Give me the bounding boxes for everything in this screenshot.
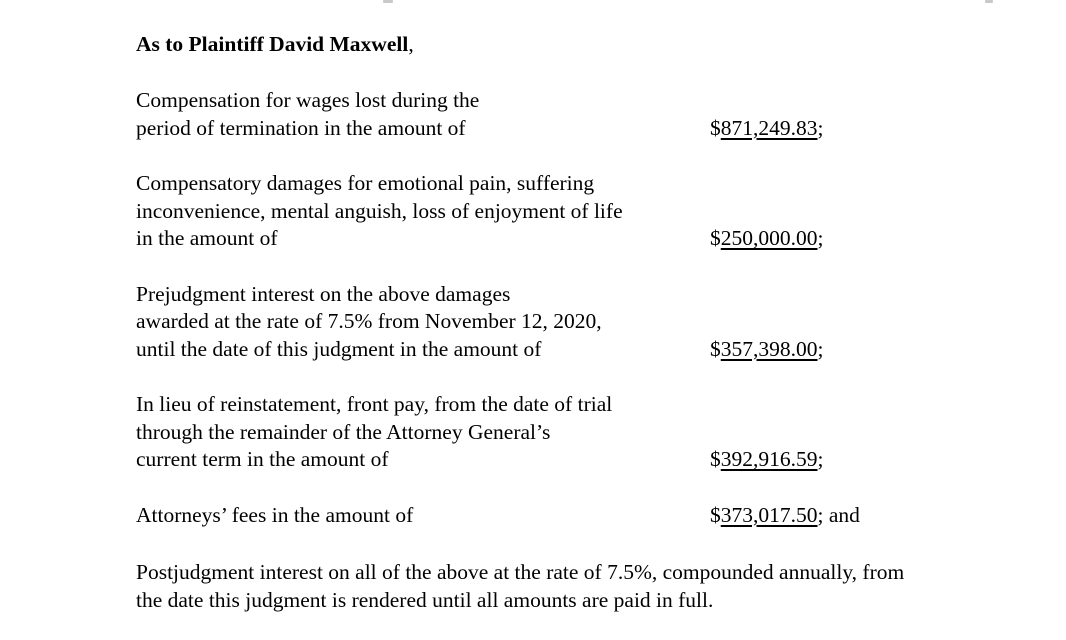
currency-symbol: $ — [710, 115, 721, 140]
award-amount — [710, 225, 823, 253]
amount-value: 392,916.59 — [720, 447, 818, 471]
currency-symbol: $ — [710, 447, 721, 471]
award-item-front-pay — [136, 391, 1066, 474]
plaintiff-name: As to Plaintiff David Maxwell — [136, 32, 409, 56]
amount-punctuation: ; — [817, 336, 824, 361]
award-amount — [710, 502, 860, 530]
currency-symbol: $ — [710, 336, 721, 361]
section-heading — [136, 31, 1066, 58]
amount-punctuation: ; — [817, 226, 824, 250]
item-line: Prejudgment interest on the above damages — [136, 281, 511, 306]
item-line: In lieu of reinstatement, front pay, from the date of trial — [136, 392, 613, 416]
item-line: until the date of this judgment in the amount of — [136, 336, 542, 361]
item-line: awarded at the rate of 7.5% from November 12, 2020, — [136, 309, 602, 333]
closing-line: the date this judgment is rendered until all amounts are paid in full. — [136, 587, 714, 612]
award-item-compensatory-damages — [136, 170, 1066, 253]
award-amount — [710, 115, 823, 143]
amount-value: 357,398.00 — [720, 336, 818, 361]
award-item-lost-wages — [136, 87, 1066, 142]
item-line: through the remainder of the Attorney General’s — [136, 419, 551, 444]
currency-symbol: $ — [710, 502, 721, 527]
amount-value: 871,249.83 — [720, 115, 818, 140]
amount-punctuation: ; — [817, 115, 824, 140]
award-item-attorneys-fees — [136, 502, 1066, 530]
item-line: in the amount of — [136, 226, 278, 250]
amount-value: 373,017.50 — [720, 502, 818, 527]
item-line: inconvenience, mental anguish, loss of enjoyment of life — [136, 198, 623, 223]
item-line: Compensatory damages for emotional pain, suffering — [136, 171, 595, 195]
award-amount — [710, 446, 823, 474]
amount-punctuation: ; — [817, 447, 824, 471]
postjudgment-interest-paragraph — [136, 557, 1066, 614]
item-line: period of termination in the amount of — [136, 115, 466, 140]
item-line: current term in the amount of — [136, 447, 389, 471]
amount-punctuation: ; and — [817, 502, 860, 527]
cutoff-text-remnant — [383, 0, 393, 3]
award-item-prejudgment-interest — [136, 281, 1066, 364]
item-line: Compensation for wages lost during the — [136, 88, 480, 112]
item-line: Attorneys’ fees in the amount of — [136, 502, 414, 527]
heading-punctuation: , — [408, 32, 414, 56]
cutoff-text-remnant — [985, 0, 993, 3]
amount-value: 250,000.00 — [720, 226, 818, 250]
document-body — [136, 31, 1066, 614]
currency-symbol: $ — [710, 226, 721, 250]
closing-line: Postjudgment interest on all of the above at the rate of 7.5%, compounded annually, from — [136, 560, 905, 584]
award-amount — [710, 336, 823, 364]
